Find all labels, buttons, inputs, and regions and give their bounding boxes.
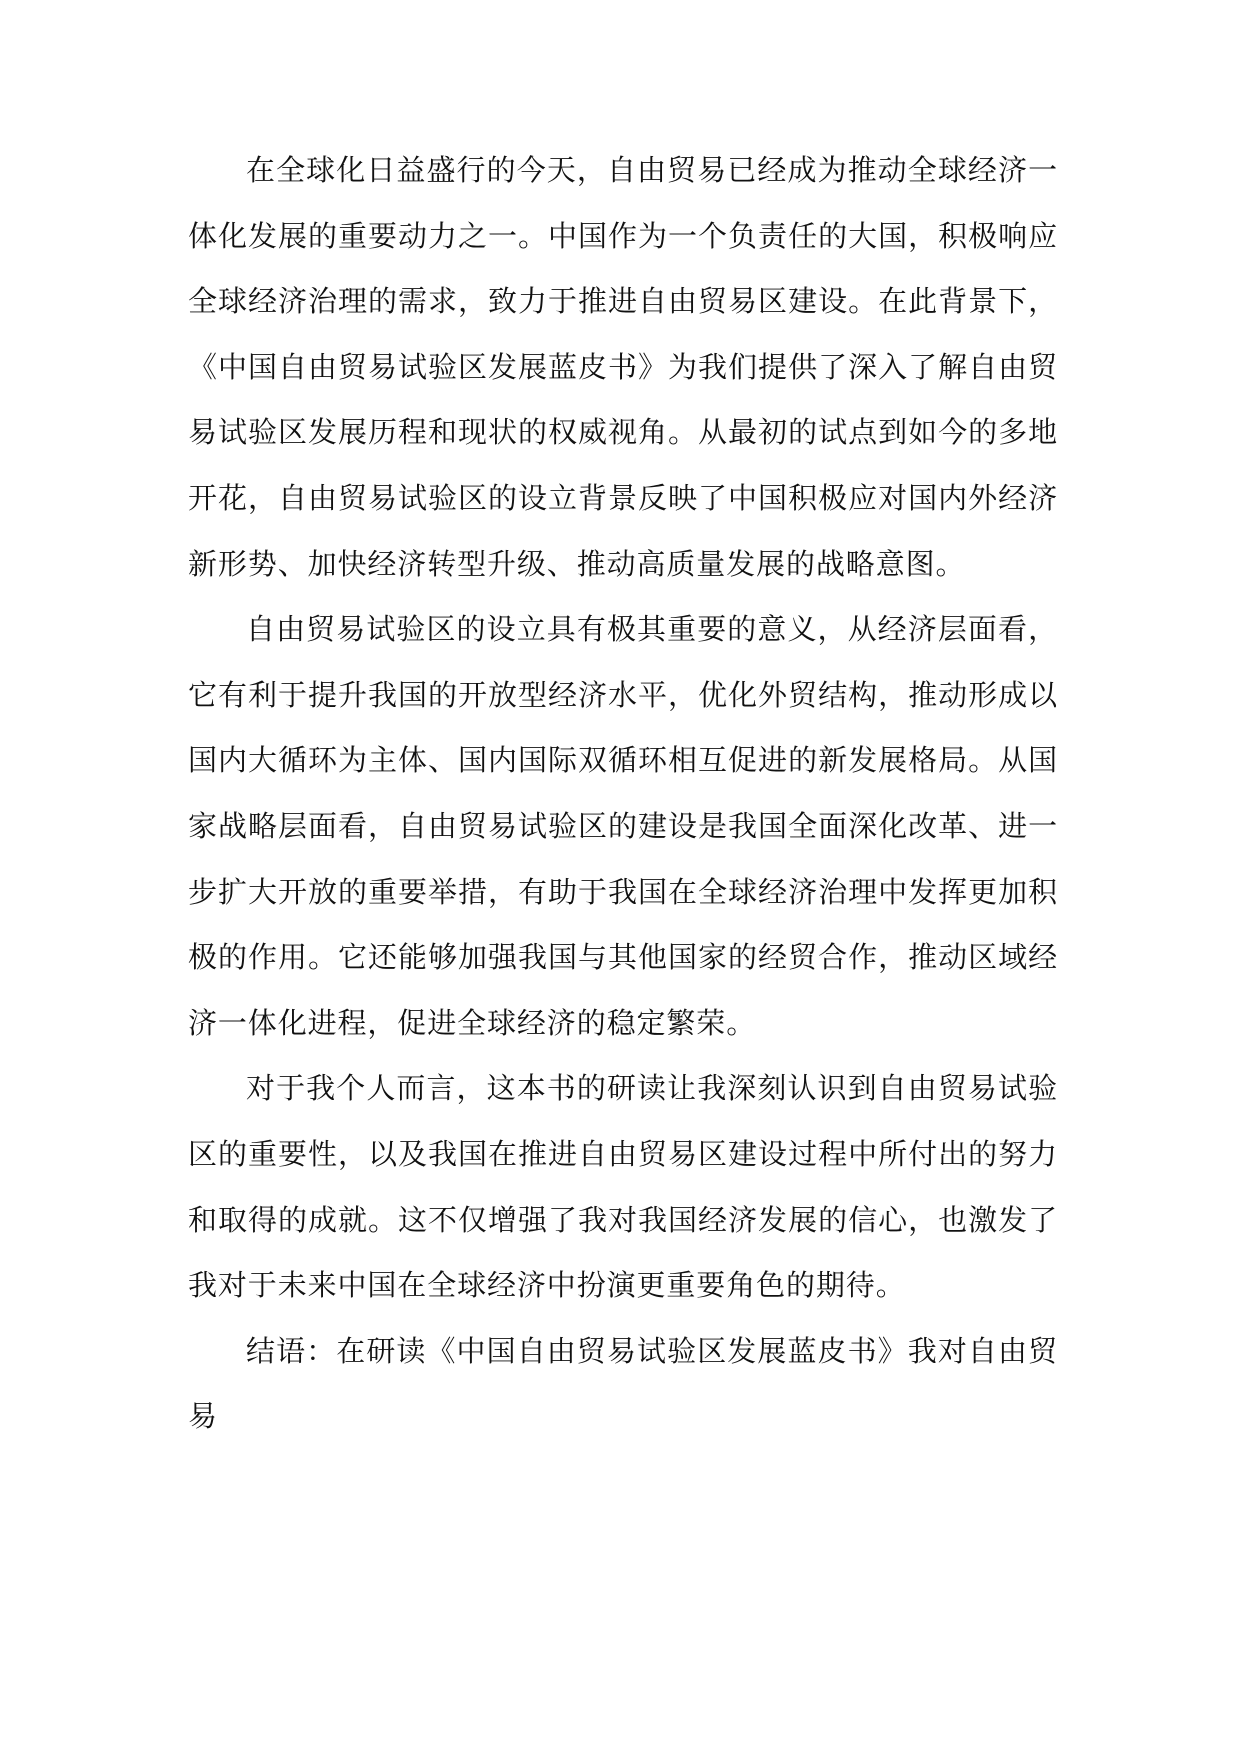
paragraph-conclusion: 结语：在研读《中国自由贸易试验区发展蓝皮书》我对自由贸易 xyxy=(188,1333,1058,1434)
paragraph-intro: 在全球化日益盛行的今天，自由贸易已经成为推动全球经济一体化发展的重要动力之一。中国作为一个负责任的大国，积极响应全球经济治理的需求，致力于推进自由贸易区建设。在此背景下，《中国自由贸易试验区发展蓝皮书》为我们提供了深入了解自由贸易试验区发展历程和现状的权威视角。从最初的试点到如今的多地开花，自由贸易试验区的设立背景反映了中国积极应对国内外经济新形势、加快经济转型升级、推动高质量发展的战略意图。 xyxy=(188,153,1058,581)
paragraph-significance: 自由贸易试验区的设立具有极其重要的意义，从经济层面看，它有利于提升我国的开放型经济水平，优化外贸结构，推动形成以国内大循环为主体、国内国际双循环相互促进的新发展格局。从国家战略层面看，自由贸易试验区的建设是我国全面深化改革、进一步扩大开放的重要举措，有助于我国在全球经济治理中发挥更加积极的作用。它还能够加强我国与其他国家的经贸合作，推动区域经济一体化进程，促进全球经济的稳定繁荣。 xyxy=(188,612,1058,1040)
paragraph-personal-reflection: 对于我个人而言，这本书的研读让我深刻认识到自由贸易试验区的重要性，以及我国在推进自由贸易区建设过程中所付出的努力和取得的成就。这不仅增强了我对我国经济发展的信心，也激发了我对于未来中国在全球经济中扮演更重要角色的期待。 xyxy=(188,1071,1058,1303)
document-body xyxy=(188,138,1058,1450)
